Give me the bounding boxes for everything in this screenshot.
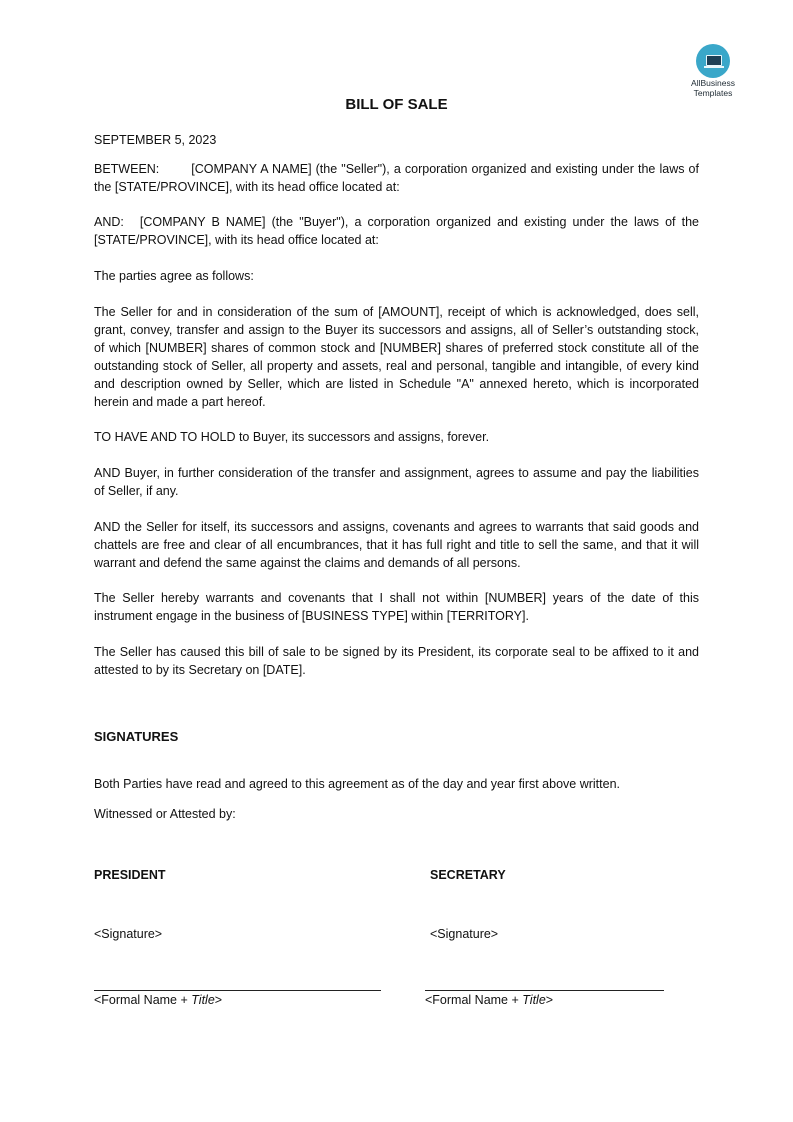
president-label: PRESIDENT — [94, 868, 166, 882]
secretary-signature-line — [425, 990, 664, 991]
document-title: BILL OF SALE — [345, 96, 448, 113]
president-formal-suffix: > — [214, 993, 223, 1007]
secretary-formal-suffix: > — [545, 993, 554, 1007]
secretary-formal-prefix: <Formal Name + — [425, 993, 523, 1007]
both-parties-text: Both Parties have read and agreed to this agreement as of the day and year first above written. — [94, 777, 621, 791]
seller-warrants-paragraph: The Seller hereby warrants and covenants that I shall not within [NUMBER] years of the date of this instrument engage in the business of [BUSINESS TYPE] within [TERRITORY]. — [94, 591, 699, 623]
and-label: AND: — [94, 215, 124, 229]
seller-consideration-paragraph: The Seller for and in consideration of the sum of [AMOUNT], receipt of which is acknowledged, does sell, grant, convey, transfer and assign to the Buyer its successors and assigns, all of Seller’s outstanding stock, of which [NUMBER] shares of common stock and [NUMBER] shares of preferred stock constitute all of the outstanding stock of Seller, all property and assets, real and personal, tangible and intangible, of every kind and description owned by Seller, which are listed in Schedule "A" annexed hereto, which is incorporated herein and made a part hereof. — [94, 305, 699, 409]
document-date: SEPTEMBER 5, 2023 — [94, 133, 217, 147]
secretary-formal-name — [425, 993, 553, 1007]
and-paragraph — [94, 213, 699, 249]
between-text: [COMPANY A NAME] (the "Seller"), a corporation organized and existing under the laws of the [STATE/PROVINCE], with its head office located at: — [94, 162, 699, 194]
seller-covenants-paragraph: AND the Seller for itself, its successors and assigns, covenants and agrees to warrants that said goods and chattels are free and clear of all encumbrances, that it has full right and title to sell the same, and that it will warrant and defend the same against the claims and demands of all persons. — [94, 520, 699, 570]
logo-text-line2: Templates — [693, 88, 733, 98]
laptop-icon — [696, 44, 730, 78]
secretary-formal-title: Title — [522, 993, 546, 1007]
witnessed-text: Witnessed or Attested by: — [94, 807, 236, 821]
president-formal-title: Title — [191, 993, 215, 1007]
president-signature-placeholder[interactable]: <Signature> — [94, 927, 163, 941]
signatures-heading: SIGNATURES — [94, 729, 179, 744]
between-label: BETWEEN: — [94, 162, 160, 176]
allbusiness-logo[interactable] — [688, 44, 738, 98]
signing-paragraph: The Seller has caused this bill of sale to be signed by its President, its corporate seal to be affixed to it and attested to by its Secretary on [DATE]. — [94, 645, 699, 677]
buyer-liabilities-paragraph: AND Buyer, in further consideration of the transfer and assignment, agrees to assume and pay the liabilities of Seller, if any. — [94, 466, 699, 498]
secretary-signature-placeholder[interactable]: <Signature> — [430, 927, 499, 941]
and-text: [COMPANY B NAME] (the "Buyer"), a corporation organized and existing under the laws of the [STATE/PROVINCE], with its head office located at: — [94, 215, 699, 247]
secretary-label: SECRETARY — [430, 868, 506, 882]
between-paragraph — [94, 160, 699, 196]
to-have-paragraph: TO HAVE AND TO HOLD to Buyer, its successors and assigns, forever. — [94, 430, 490, 444]
parties-agree-paragraph: The parties agree as follows: — [94, 269, 254, 283]
president-formal-prefix: <Formal Name + — [94, 993, 192, 1007]
president-formal-name — [94, 993, 222, 1007]
president-signature-line — [94, 990, 381, 991]
logo-text-line1: AllBusiness — [691, 78, 735, 88]
